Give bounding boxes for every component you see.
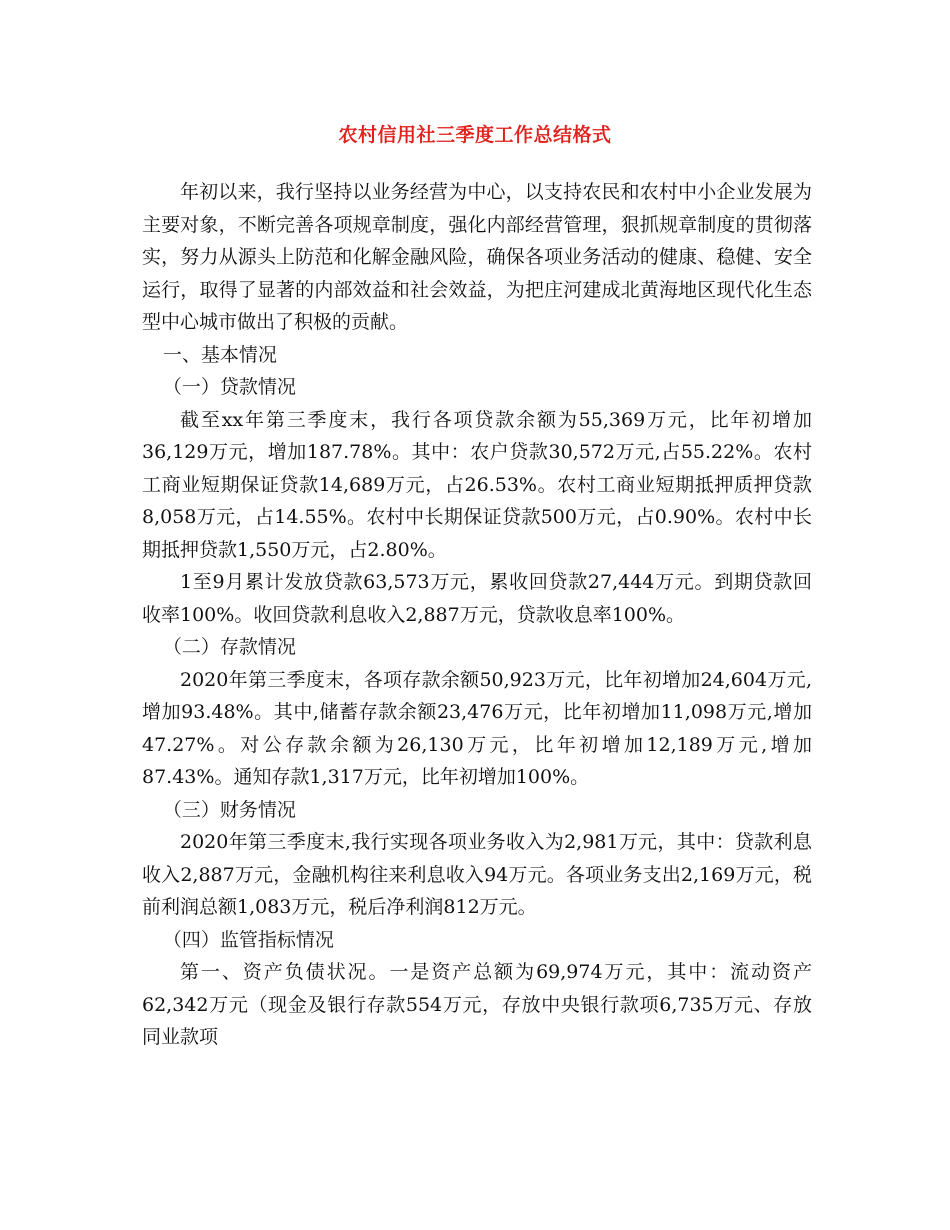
regulatory-paragraph: 第一、资产负债状况。一是资产总额为69,974万元，其中：流动资产62,342万元（现金及银行存款554万元，存放中央银行款项6,735万元、存放同业款项: [142, 961, 812, 1048]
loans-summary-paragraph: 1至9月累计发放贷款63,573万元，累收回贷款27,444万元。到期贷款回收率100%。收回贷款利息收入2,887万元，贷款收息率100%。: [142, 571, 812, 626]
subsection-heading-deposits: （二）存款情况: [162, 636, 296, 658]
deposits-paragraph: 2020年第三季度末，各项存款余额50,923万元，比年初增加24,604万元,增加93.48%。其中,储蓄存款余额23,476万元，比年初增加11,098万元,增加47.27%。对公存款余额为26,130万元，比年初增加12,189万元,增加87.43%。通知存款1,317万元，比年初增加100%。: [142, 668, 812, 788]
intro-paragraph: 年初以来，我行坚持以业务经营为中心，以支持农民和农村中小企业发展为主要对象，不断完善各项规章制度，强化内部经营管理，狠抓规章制度的贯彻落实，努力从源头上防范和化解金融风险，确保各项业务活动的健康、稳健、安全运行，取得了显著的内部效益和社会效益，为把庄河建成北黄海地区现代化生态型中心城市做出了积极的贡献。: [142, 181, 812, 333]
finance-paragraph: 2020年第三季度末,我行实现各项业务收入为2,981万元，其中：贷款利息收入2,887万元，金融机构往来利息收入94万元。各项业务支出2,169万元，税前利润总额1,083万元，税后净利润812万元。: [142, 831, 812, 918]
subsection-heading-regulatory: （四）监管指标情况: [162, 928, 334, 951]
subsection-heading-finance: （三）财务情况: [162, 798, 296, 821]
document-title: 农村信用社三季度工作总结格式: [338, 124, 612, 146]
loans-paragraph: 截至xx年第三季度末，我行各项贷款余额为55,369万元，比年初增加36,129万元，增加187.78%。其中：农户贷款30,572万元,占55.22%。农村工商业短期保证贷款14,689万元，占26.53%。农村工商业短期抵押质押贷款8,058万元，占14.55%。农村中长期保证贷款500万元，占0.90%。农村中长期抵押贷款1,550万元，占2.80%。: [142, 408, 812, 561]
document-body: [142, 176, 812, 1054]
section-heading-basic: 一、基本情况: [162, 343, 277, 366]
subsection-heading-loans: （一）贷款情况: [162, 376, 296, 398]
